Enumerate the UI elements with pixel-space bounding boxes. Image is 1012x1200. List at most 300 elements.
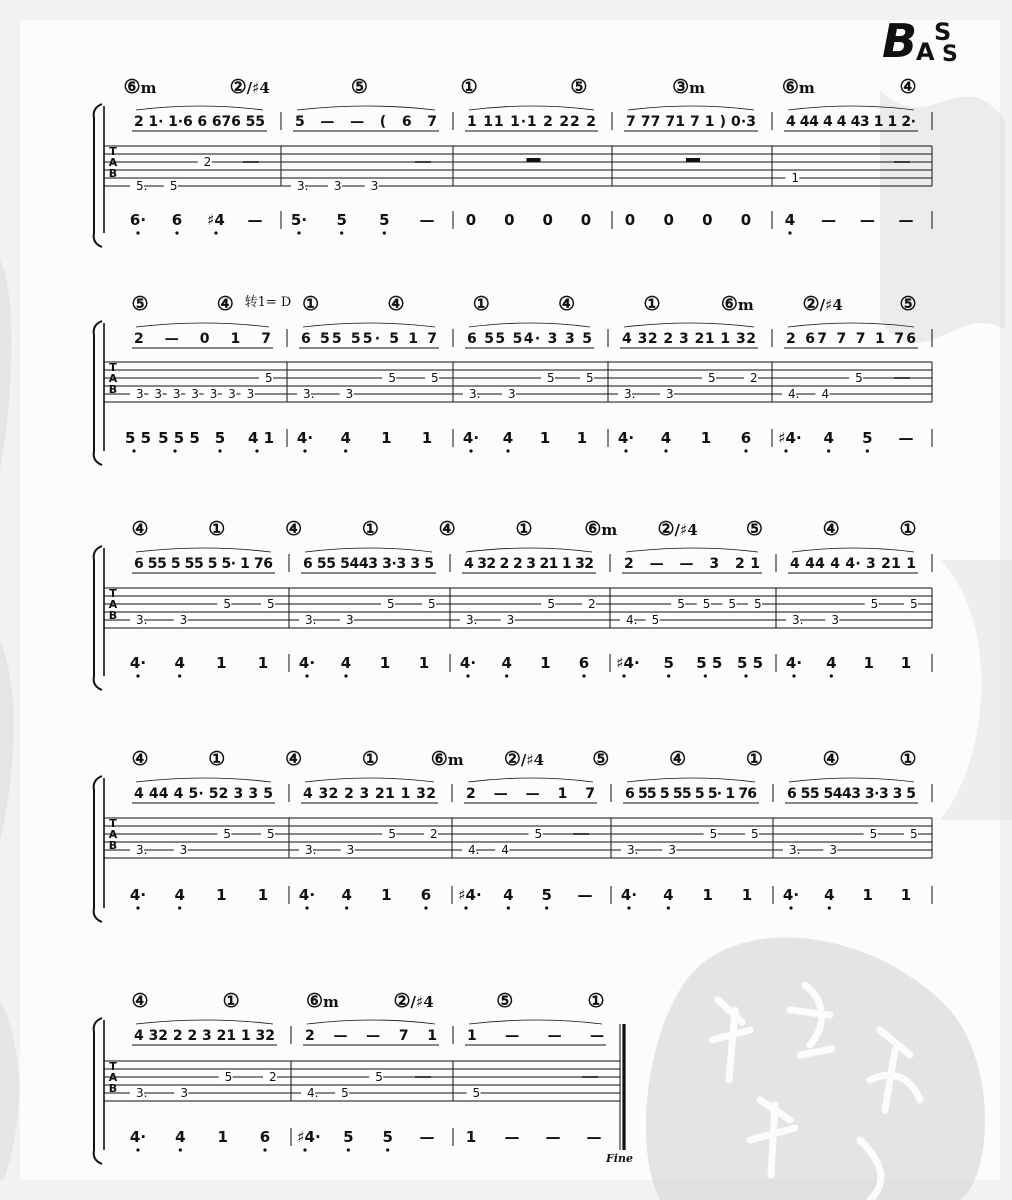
melody-notation: 1 11 1·1 2 22 2: [467, 114, 596, 130]
melody-notation: 6 55 5443 3·3 3 5: [303, 556, 434, 572]
chord-symbol: [387, 293, 404, 315]
tab-clef-letter: A: [108, 372, 118, 385]
bass-note: 6·: [129, 211, 147, 229]
bass-note: 4·: [782, 886, 800, 904]
melody-notation: 4 32 2 2 3 21 1 32: [464, 556, 594, 572]
chord-symbol: [131, 748, 148, 770]
tab-clef-letter: B: [108, 609, 118, 622]
tab-clef-letter: B: [108, 1082, 118, 1095]
tab-clef-letter: T: [109, 1060, 117, 1073]
chord-symbol: [473, 293, 490, 315]
bass-note: 0: [663, 211, 674, 229]
chord-degree: ④: [387, 293, 405, 315]
low-octave-dot: [136, 1148, 139, 1151]
bass-note: 4: [663, 886, 674, 904]
chord-degree: ⑤: [745, 518, 763, 540]
chord-symbol: [587, 990, 604, 1012]
chord-degree: ①: [361, 518, 379, 540]
melody-slur: [307, 1020, 435, 1024]
bass-note: 4: [826, 654, 837, 672]
melody-slur: [788, 323, 914, 327]
low-octave-dot: [214, 231, 217, 234]
tab-fret-number: 3: [180, 1086, 188, 1100]
melody-slur: [136, 548, 271, 552]
tab-clef-letter: A: [108, 156, 118, 169]
chord-symbol: [672, 76, 705, 98]
chord-symbol: [230, 76, 270, 98]
melody-notation: 4 44 4 5· 52 3 3 5: [134, 786, 273, 802]
logo-letter-b: B: [882, 14, 918, 68]
melody-slur: [469, 1020, 602, 1024]
melody-notation: 6 55 5 55 5 5· 1 76: [625, 786, 757, 802]
chord-degree: ⑥: [584, 518, 602, 540]
chord-symbol: [131, 990, 148, 1012]
low-octave-dot: [297, 231, 300, 234]
tab-fret-number: 5: [869, 827, 878, 841]
chord-degree: ⑤: [350, 76, 368, 98]
tab-fret-number: 3: [333, 179, 342, 193]
bass-note: 1: [540, 654, 551, 672]
low-octave-dot: [664, 449, 667, 452]
tab-fret-number: 3: [154, 387, 163, 401]
low-octave-dot: [305, 906, 308, 909]
chord-symbol: [302, 293, 319, 315]
chord-degree: ⑤: [496, 990, 514, 1012]
melody-notation: 4 44 4 4 43 1 1 2·: [786, 114, 916, 130]
tab-fret-number: 3.: [303, 387, 315, 401]
low-octave-dot: [466, 674, 469, 677]
bass-note: 1: [217, 1128, 228, 1146]
low-octave-dot: [303, 449, 306, 452]
low-octave-dot: [424, 906, 427, 909]
bass-note: 1: [257, 654, 269, 672]
tab-fret-number: 5: [223, 827, 231, 841]
bass-note: 1: [216, 886, 227, 904]
chord-degree: ②: [229, 76, 247, 98]
low-octave-dot: [383, 231, 386, 234]
tab-fret-number: 3.: [136, 1086, 148, 1100]
bass-note: 4: [660, 429, 672, 447]
tab-clef-letter: B: [108, 839, 118, 852]
chord-symbol: [558, 293, 575, 315]
low-octave-dot: [136, 231, 139, 234]
chord-symbol: [351, 76, 368, 98]
tab-fret-number: 3: [666, 387, 674, 401]
low-octave-dot: [344, 449, 347, 452]
bass-note: 4: [501, 654, 512, 672]
low-octave-dot: [386, 1148, 389, 1151]
low-octave-dot: [627, 906, 630, 909]
tab-fret-number: 5: [651, 613, 660, 627]
bass-note: 1: [741, 886, 753, 904]
low-octave-dot: [178, 674, 181, 677]
bass-note: 6: [578, 654, 590, 672]
bass-note: —: [859, 211, 875, 229]
bass-note: 5: [336, 211, 347, 229]
logo-letter-s: S: [942, 42, 958, 67]
chord-symbol: [746, 748, 763, 770]
tab-fret-number: 5: [586, 371, 594, 385]
melody-slur: [789, 778, 914, 782]
tab-fret-number: 5: [472, 1086, 481, 1100]
melody-slur: [136, 323, 269, 327]
tab-clef-letter: T: [109, 587, 117, 600]
bass-note: 4·: [785, 654, 803, 672]
low-octave-dot: [255, 449, 258, 452]
low-octave-dot: [624, 449, 627, 452]
tab-fret-number: 5.: [136, 179, 148, 193]
tab-fret-number: 5: [169, 179, 178, 193]
chord-quality: /♯4: [520, 751, 545, 769]
bass-note: 4·: [459, 654, 477, 672]
tab-fret-number: 5: [534, 827, 543, 841]
low-octave-dot: [789, 906, 792, 909]
bass-note: 4·: [129, 654, 147, 672]
tab-fret-number: 3: [179, 613, 188, 627]
chord-quality: m: [140, 79, 157, 97]
low-octave-dot: [506, 449, 509, 452]
tab-fret-number: 2: [430, 827, 438, 841]
low-octave-dot: [828, 906, 831, 909]
bass-note: —: [577, 886, 593, 904]
bass-note: 4: [340, 654, 352, 672]
low-octave-dot: [340, 231, 343, 234]
tab-fret-number: 3: [346, 843, 355, 857]
low-octave-dot: [792, 674, 795, 677]
tab-fret-number: 5: [728, 597, 737, 611]
low-octave-dot: [545, 906, 548, 909]
tab-fret-number: 3.: [624, 387, 636, 401]
bass-note: 5 5: [124, 429, 152, 447]
tab-clef-letter: T: [109, 145, 117, 158]
low-octave-dot: [305, 674, 308, 677]
bass-note: 1: [381, 886, 392, 904]
chord-degree: ⑤: [899, 293, 917, 315]
bass-note: 5: [541, 886, 552, 904]
melody-slur: [468, 778, 593, 782]
bass-note: 4·: [129, 1128, 147, 1146]
bass-note: 0: [624, 211, 636, 229]
system-bracket: [94, 1018, 102, 1164]
bass-note: 1: [465, 1128, 477, 1146]
chord-symbol: [592, 748, 609, 770]
tab-clef-letter: A: [108, 598, 118, 611]
bass-note: 6: [259, 1128, 271, 1146]
low-octave-dot: [827, 449, 830, 452]
chord-symbol: [899, 293, 916, 315]
tab-fret-number: 3.: [789, 843, 801, 857]
bass-note: 0: [504, 211, 515, 229]
bass-note: 1: [418, 654, 430, 672]
bass-note: —: [821, 211, 837, 229]
chord-symbol: [393, 990, 433, 1012]
chord-quality: /♯4: [410, 993, 434, 1011]
bass-note: —: [545, 1128, 561, 1146]
chord-symbol: [217, 293, 234, 315]
melody-slur: [628, 106, 754, 110]
chord-symbol: [439, 518, 456, 540]
melody-slur: [469, 106, 594, 110]
tab-fret-number: 5: [855, 371, 863, 385]
tab-fret-number: 5: [547, 597, 555, 611]
tab-fret-number: 3: [179, 843, 188, 857]
tab-fret-number: 3: [191, 387, 199, 401]
low-octave-dot: [464, 906, 467, 909]
tab-fret-number: 3: [831, 613, 839, 627]
chord-quality: /♯4: [819, 296, 843, 314]
bass-note: 5: [382, 1128, 393, 1146]
chord-symbol: [721, 293, 754, 315]
tab-fret-number: 5: [375, 1070, 383, 1084]
chord-degree: ④: [822, 748, 840, 770]
bass-note: ♯4·: [778, 429, 802, 447]
bass-note: 1: [702, 886, 713, 904]
chord-degree: ①: [222, 990, 240, 1012]
melody-notation: 2 — 0 1 7: [134, 331, 271, 347]
chord-symbol: [643, 293, 660, 315]
chord-degree: ⑥: [305, 990, 323, 1012]
tab-fret-number: 5: [677, 597, 685, 611]
system-bracket: [94, 546, 102, 690]
low-octave-dot: [344, 674, 347, 677]
chord-quality: /♯4: [246, 79, 270, 97]
tab-rest: [527, 158, 541, 162]
bass-note: 4: [502, 429, 514, 447]
chord-symbol: [208, 518, 225, 540]
melody-notation: 6 55 5443 3·3 3 5: [787, 786, 916, 802]
bass-note: 1: [863, 654, 874, 672]
low-octave-dot: [866, 449, 869, 452]
bass-note: 5: [379, 211, 390, 229]
melody-notation: 1 — — —: [467, 1028, 604, 1044]
chord-symbol: [746, 518, 763, 540]
low-octave-dot: [788, 231, 791, 234]
low-octave-dot: [622, 674, 625, 677]
melody-slur: [466, 548, 592, 552]
bass-note: 5 5: [696, 654, 723, 672]
melody-slur: [792, 548, 914, 552]
fine-marking: Fine: [606, 1152, 633, 1165]
tab-fret-number: 5: [709, 827, 718, 841]
tab-fret-number: 4.: [307, 1086, 319, 1100]
bass-note: 1: [862, 886, 873, 904]
bass-note: ♯4·: [616, 654, 640, 672]
tab-fret-number: 3: [209, 387, 218, 401]
tab-fret-number: 2: [750, 371, 758, 385]
bass-note: 1: [539, 429, 551, 447]
low-octave-dot: [582, 674, 585, 677]
low-octave-dot: [744, 449, 747, 452]
tab-fret-number: 3: [508, 387, 516, 401]
melody-notation: 5 — — ( 6 7: [295, 114, 437, 130]
tab-fret-number: 3.: [469, 387, 481, 401]
bass-note: —: [247, 211, 263, 229]
tab-fret-number: 1: [791, 171, 799, 185]
chord-degree: ④: [822, 518, 840, 540]
chord-degree: ①: [208, 518, 226, 540]
tab-clef-letter: B: [108, 383, 118, 396]
melody-notation: 2 67 7 7 1 76: [786, 331, 916, 347]
melody-notation: 4 32 2 3 21 1 32: [622, 331, 756, 347]
tab-fret-number: 3.: [136, 843, 148, 857]
bass-note: —: [419, 211, 435, 229]
melody-slur: [303, 323, 435, 327]
tab-fret-number: 3: [668, 843, 676, 857]
low-octave-dot: [136, 674, 139, 677]
tab-fret-number: 3.: [792, 613, 804, 627]
chord-degree: ③: [672, 76, 690, 98]
low-octave-dot: [132, 449, 135, 452]
low-octave-dot: [667, 674, 670, 677]
low-octave-dot: [507, 906, 510, 909]
chord-degree: ④: [216, 293, 234, 315]
tab-fret-number: 5: [224, 1070, 233, 1084]
chord-degree: ①: [460, 76, 478, 98]
chord-symbol: [208, 748, 225, 770]
bass-note: 4·: [296, 429, 314, 447]
chord-symbol: [899, 748, 916, 770]
tab-clef-letter: A: [108, 828, 118, 841]
low-octave-dot: [218, 449, 221, 452]
melody-slur: [788, 106, 914, 110]
logo-letter-s: S: [934, 18, 952, 46]
melody-slur: [627, 778, 755, 782]
key-change-label: 转1= D: [244, 295, 292, 310]
bass-note: ♯4: [207, 211, 225, 229]
chord-symbol: [306, 990, 339, 1012]
chord-symbol: [823, 748, 840, 770]
chord-degree: ④: [131, 748, 149, 770]
chord-degree: ②: [657, 518, 675, 540]
bass-note: 5: [862, 429, 873, 447]
bass-note: 1: [379, 654, 391, 672]
melody-notation: 4 32 2 2 3 21 1 32: [134, 1028, 275, 1044]
chord-symbol: [496, 990, 513, 1012]
logo-letter-a: A: [916, 38, 935, 66]
chord-degree: ②: [802, 293, 820, 315]
low-octave-dot: [347, 1148, 350, 1151]
tab-clef-letter: A: [108, 1071, 118, 1084]
low-octave-dot: [704, 674, 707, 677]
tab-fret-number: 5: [265, 371, 273, 385]
melody-slur: [136, 1020, 273, 1024]
melody-slur: [469, 323, 590, 327]
bass-note: ♯4·: [458, 886, 482, 904]
bass-note: 1: [257, 886, 269, 904]
bass-note: 4: [174, 886, 185, 904]
tab-fret-number: 5: [910, 597, 918, 611]
bass-note: —: [504, 1128, 520, 1146]
bass-note: ♯4·: [297, 1128, 321, 1146]
chord-degree: ④: [669, 748, 687, 770]
bass-note: 5·: [290, 211, 308, 229]
melody-notation: 6 55 54· 3 3 5: [467, 331, 592, 347]
bass-note: —: [898, 211, 914, 229]
chord-quality: /♯4: [674, 521, 698, 539]
tab-fret-number: 5: [223, 597, 231, 611]
low-octave-dot: [744, 674, 747, 677]
melody-notation: 6 55 55· 5 1 7: [301, 331, 437, 347]
chord-degree: ①: [208, 748, 226, 770]
chord-quality: m: [689, 79, 706, 97]
chord-degree: ⑥: [430, 748, 448, 770]
melody-notation: 2 — — 7 1: [305, 1028, 437, 1044]
bass-note: 1: [421, 429, 433, 447]
chord-degree: ①: [899, 748, 917, 770]
chord-degree: ④: [438, 518, 456, 540]
tab-clef-letter: T: [109, 817, 117, 830]
tab-fret-number: 5: [387, 597, 395, 611]
bass-note: 1: [700, 429, 712, 447]
bass-logo: [882, 16, 972, 76]
chord-symbol: [362, 748, 379, 770]
tab-clef-letter: B: [108, 167, 118, 180]
chord-degree: ⑤: [592, 748, 610, 770]
bass-note: 4: [340, 429, 351, 447]
tab-fret-number: 3: [136, 387, 144, 401]
tab-fret-number: 5: [388, 371, 396, 385]
tab-fret-number: 4: [501, 843, 509, 857]
melody-slur: [297, 106, 435, 110]
low-octave-dot: [784, 449, 787, 452]
tab-fret-number: 3: [228, 387, 236, 401]
bass-note: 4·: [617, 429, 635, 447]
melody-notation: 2 — — 3 21: [624, 556, 760, 572]
chord-symbol: [584, 518, 617, 540]
tab-fret-number: 3: [246, 387, 255, 401]
bass-note: —: [586, 1128, 602, 1146]
bass-note: 0: [465, 211, 477, 229]
bass-note: 1: [900, 886, 912, 904]
chord-degree: ①: [745, 748, 763, 770]
bass-note: 4·: [298, 886, 316, 904]
tab-fret-number: 5: [547, 371, 555, 385]
tab-fret-number: 3.: [136, 613, 148, 627]
chord-degree: ④: [131, 518, 149, 540]
melody-slur: [136, 778, 271, 782]
low-octave-dot: [345, 906, 348, 909]
tab-fret-number: 5: [751, 827, 759, 841]
tab-fret-number: 2: [203, 155, 212, 169]
bass-note: —: [419, 1128, 435, 1146]
low-octave-dot: [175, 231, 178, 234]
bass-note: 0: [702, 211, 713, 229]
bass-note: 4: [784, 211, 796, 229]
tab-fret-number: 5: [702, 597, 711, 611]
bass-note: 5: [663, 654, 674, 672]
bass-note: 1: [381, 429, 392, 447]
chord-degree: ④: [285, 518, 303, 540]
tab-fret-number: 4.: [788, 387, 800, 401]
bass-note: 4: [503, 886, 514, 904]
bass-note: 4: [341, 886, 352, 904]
chord-symbol: [131, 518, 148, 540]
chord-degree: ①: [361, 748, 379, 770]
tab-fret-number: 3: [345, 387, 354, 401]
low-octave-dot: [303, 1148, 306, 1151]
chord-degree: ①: [515, 518, 533, 540]
melody-notation: 6 55 5 55 5 5· 1 76: [134, 556, 273, 572]
chord-degree: ⑥: [720, 293, 738, 315]
melody-notation: 2 — — 1 7: [466, 786, 595, 802]
bass-note: 1: [576, 429, 588, 447]
melody-slur: [626, 548, 758, 552]
tab-fret-number: 3: [172, 387, 181, 401]
low-octave-dot: [173, 449, 176, 452]
bass-note: 4·: [462, 429, 480, 447]
bass-note: 4: [823, 429, 834, 447]
low-octave-dot: [178, 906, 181, 909]
